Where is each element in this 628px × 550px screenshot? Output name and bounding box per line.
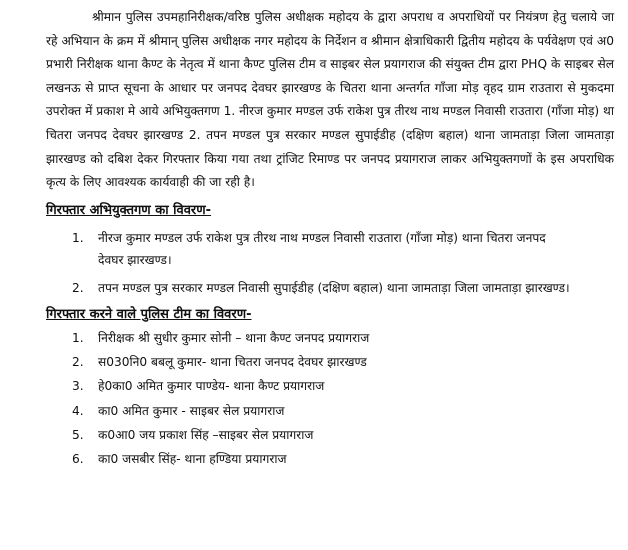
list-number: 2. (72, 280, 84, 295)
list-number: 1. (72, 330, 84, 345)
paragraph-line: की संयुक्त टीम द्वारा PHQ के साइबर सेल लखनऊ से प्राप्त सूचना के आधार पर जनपद देवघर झारखण्ड के चितरा (46, 57, 614, 95)
list-text: क0आ0 जय प्रकाश सिंह –साइबर सेल प्रयागराज (98, 427, 314, 442)
accused-heading: गिरफ्तार अभियुक्तगण का विवरण- (46, 202, 212, 218)
list-item (46, 328, 614, 349)
list-number: 6. (72, 451, 84, 466)
team-list (46, 328, 614, 470)
paragraph-line: चलाये जा रहे अभियान के क्रम में श्रीमान् पुलिस अधीक्षक नगर महोदय के निर्देशन व श्रीमान क्षेत्राधिकारी द्वितीय (46, 10, 614, 48)
list-number: 5. (72, 427, 84, 442)
list-text: का0 जसबीर सिंह- थाना हण्डिया प्रयागराज (98, 451, 287, 466)
paragraph-line: थाना अन्तर्गत गाँजा मोड़ वृहद ग्राम राउतारा से मुकदमा उपरोक्त में प्रकाश मे आये अभियुक्तगण 1. नीरज कुमार (46, 80, 614, 119)
list-item (46, 376, 614, 397)
paragraph-line: मण्डल पुत्र सरकार मण्डल सुपाईडीह (दक्षिण बहाल) थाना जामताड़ा जिला जामताड़ा झारखण्ड को दबिश देकर (46, 127, 615, 166)
paragraph-line: महोदय के पर्यवेक्षण एवं अ0 प्रभारी निरीक्षक थाना कैण्ट के नेतृत्व में थाना कैण्ट पुलिस टीम व साइबर सेल प्रयागराज (46, 33, 615, 72)
paragraph-line: श्रीमान पुलिस उपमहानिरीक्षक/वरिष्ठ पुलिस अधीक्षक महोदय के द्वारा अपराध व अपराधियों पर नियंत्रण हेतु (92, 10, 567, 24)
list-number: 1. (72, 230, 84, 245)
paragraph-line: आवश्यक कार्यवाही की जा रही है। (105, 175, 255, 190)
list-number: 2. (72, 355, 84, 370)
team-heading: गिरफ्तार करने वाले पुलिस टीम का विवरण- (46, 306, 252, 322)
list-number: 3. (72, 379, 84, 394)
list-text: हे0का0 अमित कुमार पाण्डेय- थाना कैण्ट प्रयागराज (98, 379, 325, 394)
list-text: स030नि0 बबलू कुमार- थाना चितरा जनपद देवघर झारखण्ड (98, 355, 367, 370)
list-item (46, 277, 614, 299)
list-number: 4. (72, 403, 84, 418)
main-paragraph (46, 6, 614, 195)
list-item (46, 425, 614, 446)
list-text: नीरज कुमार मण्डल उर्फ राकेश पुत्र तीरथ नाथ मण्डल निवासी राउतारा (गाँजा मोड़) थाना चितरा जनपद (98, 230, 546, 245)
list-item (46, 227, 614, 271)
list-item (46, 449, 614, 470)
paragraph-line: गिरफ्तार किया गया तथा ट्रांजिट रिमाण्ड पर जनपद प्रयागराज लाकर अभियुक्तगणों के इस अपराधिक कृत्य के लिए (46, 151, 614, 190)
list-item (46, 401, 614, 422)
list-text: निरीक्षक श्री सुधीर कुमार सोनी – थाना कैण्ट जनपद प्रयागराज (98, 330, 370, 345)
list-text: तपन मण्डल पुत्र सरकार मण्डल निवासी सुपाईडीह (दक्षिण बहाल) थाना जामताड़ा जिला जामताड़ा झारखण्ड। (98, 280, 570, 295)
list-text: देवघर झारखण्ड। (98, 252, 172, 267)
accused-list (46, 227, 614, 299)
paragraph-line: मण्डल उर्फ राकेश पुत्र तीरथ नाथ मण्डल निवासी राउतारा (गाँजा मोड़) था चितरा जनपद देवघर झारखण्ड 2. तपन (46, 104, 615, 142)
list-text: का0 अमित कुमार - साइबर सेल प्रयागराज (98, 403, 285, 418)
list-item (46, 352, 614, 373)
